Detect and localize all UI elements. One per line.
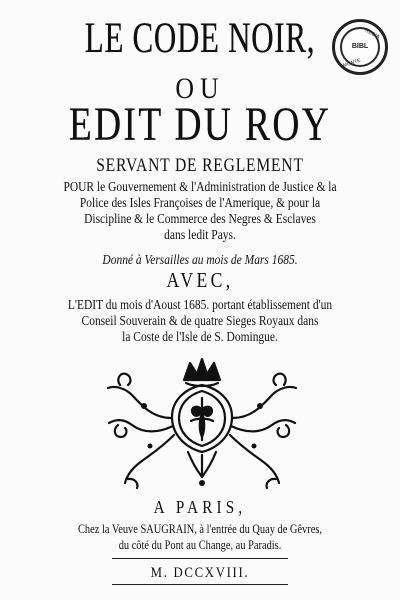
body-line-2: Police des Isles Françoises de l'Amerique, & pour la <box>79 196 321 211</box>
imprint-line-1: Chez la Veuve SAUGRAIN, à l'entrée du Quay de Gêvres, <box>78 521 322 536</box>
edit-line-2: Conseil Souverain & de quatre Sieges Royaux dans <box>81 314 319 329</box>
edit-line-1: L'EDIT du mois d'Aoust 1685. portant établissement d'un <box>67 298 333 313</box>
publication-date: M. DCCXVIII. <box>150 565 250 581</box>
imprint-place: A PARIS, <box>153 497 247 517</box>
edit-line-3: la Coste de l'Isle de S. Domingue. <box>122 330 278 345</box>
date-top-rule <box>112 558 288 559</box>
body-line-3: Discipline & le Commerce des Negres & Esclaves <box>84 212 316 227</box>
donne-line: Donné à Versailles au mois de Mars 1685. <box>102 253 298 268</box>
date-bottom-rule <box>112 584 288 585</box>
main-title-line-3: EDIT DU ROY <box>68 98 332 151</box>
subtitle: SERVANT DE REGLEMENT <box>96 155 304 176</box>
stamp-center-text: BIBL <box>351 43 369 50</box>
main-title-line-1: LE CODE NOIR, <box>84 15 316 62</box>
stamp-bottom-text: MONTE <box>342 57 362 69</box>
avec-heading: AVEC, <box>166 268 234 292</box>
body-line-1: POUR le Gouvernement & l'Administration de Justice & la <box>63 180 337 195</box>
main-title-line-2: OU <box>175 72 225 105</box>
imprint-line-2: du côté du Pont au Change, au Paradis. <box>118 537 282 552</box>
stamp-top-text: REGIA <box>363 27 381 41</box>
royal-crown-fleur-de-lis-ornament-icon <box>98 351 306 491</box>
body-line-4: dans ledit Pays. <box>164 228 236 243</box>
